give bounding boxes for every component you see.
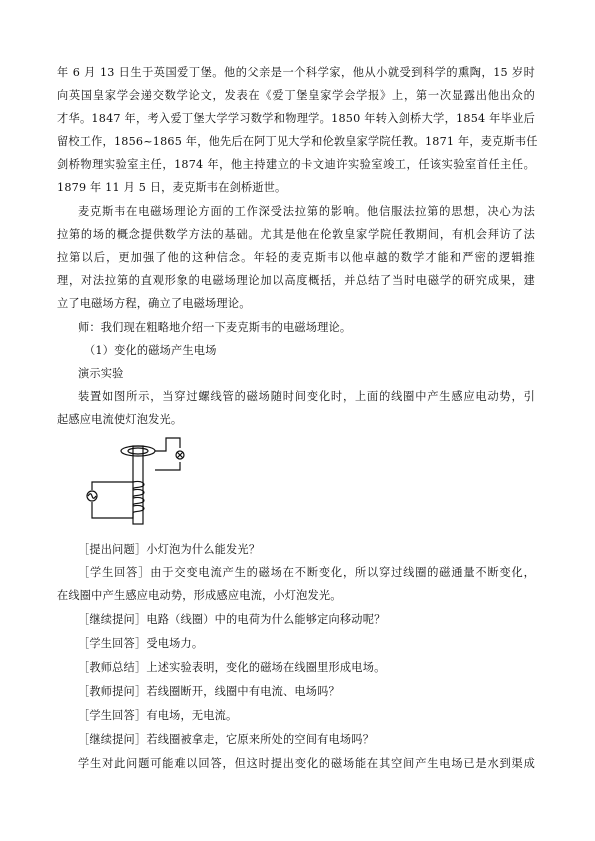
dialogue-line-6: ［教师提问］若线圈断开，线圈中有电流、电场吗？: [78, 685, 340, 698]
dialogue-line-7: ［学生回答］有电场，无电流。: [78, 709, 238, 722]
biography-line-1: 年 6 月 13 日生于英国爱丁堡。他的父亲是一个科学家，他从小就受到科学的熏陶，15 岁时: [57, 66, 535, 79]
influence-line-4: 理，对法拉第的直观形象的电磁场理论加以高度概括，并总结了当时电磁学的研究成果，建: [57, 274, 535, 287]
teacher-intro: 师：我们现在粗略地介绍一下麦克斯韦的电磁场理论。: [78, 321, 352, 334]
influence-line-2: 拉第的场的概念提供数学方法的基础。尤其是他在伦敦皇家学院任教期间，有机会拜访了法: [57, 228, 535, 241]
biography-line-5: 剑桥物理实验室主任，1874 年，他主持建立的卡文迪许实验室竣工，任该实验室首任主任。: [57, 158, 535, 171]
dialogue-line-8: ［继续提问］若线圈被拿走，它原来所处的空间有电场吗？: [78, 733, 375, 746]
influence-line-1: 麦克斯韦在电磁场理论方面的工作深受法拉第的影响。他信服法拉第的思想，决心为法: [78, 205, 535, 218]
dialogue-line-9: 学生对此问题可能难以回答，但这时提出变化的磁场能在其空间产生电场已是水到渠成: [78, 757, 535, 770]
demo-label: 演示实验: [78, 367, 124, 380]
influence-line-5: 立了电磁场方程，确立了电磁场理论。: [57, 297, 251, 310]
dialogue-line-4: ［学生回答］受电场力。: [78, 637, 204, 650]
biography-line-3: 才华。1847 年，考入爱丁堡大学学习数学和物理学。1850 年转入剑桥大学，1854 年毕业后: [57, 112, 535, 125]
solenoid-winding: [133, 481, 144, 489]
dialogue-line-5: ［教师总结］上述实验表明，变化的磁场在线圈里形成电场。: [78, 661, 386, 674]
solenoid-apparatus-diagram: [80, 400, 200, 530]
apparatus-line-1: 装置如图所示，当穿过螺线管的磁场随时间变化时，上面的线圈中产生感应电动势，引: [78, 390, 535, 403]
influence-line-3: 拉第以后，更加强了他的这种信念。年轻的麦克斯韦以他卓越的数学才能和严密的逻辑推: [57, 251, 535, 264]
lower-circuit-wire: [92, 482, 133, 490]
biography-line-2: 向英国皇家学会递交数学论文，发表在《爱丁堡皇家学会学报》上，第一次显露出他出众的: [57, 89, 535, 102]
dialogue-line-1: ［提出问题］小灯泡为什么能发光？: [78, 543, 261, 556]
dialogue-line-3: ［继续提问］电路（线圈）中的电荷为什么能够定向移动呢？: [78, 613, 386, 626]
upper-circuit-wire: [155, 438, 180, 451]
apparatus-line-2: 起感应电流使灯泡发光。: [57, 413, 183, 426]
section-heading: （1）变化的磁场产生电场: [84, 344, 217, 357]
dialogue-line-2b: 在线圈中产生感应电动势，形成感应电流，小灯泡发光。: [57, 589, 342, 602]
biography-line-4: 留校工作，1856~1865 年，他先后在阿丁见大学和伦敦皇家学院任教。1871 年，麦克斯韦任: [57, 135, 538, 148]
biography-line-6: 1879 年 11 月 5 日，麦克斯韦在剑桥逝世。: [57, 181, 287, 194]
dialogue-line-2a: ［学生回答］由于交变电流产生的磁场在不断变化，所以穿过线圈的磁通量不断变化，: [78, 566, 535, 579]
